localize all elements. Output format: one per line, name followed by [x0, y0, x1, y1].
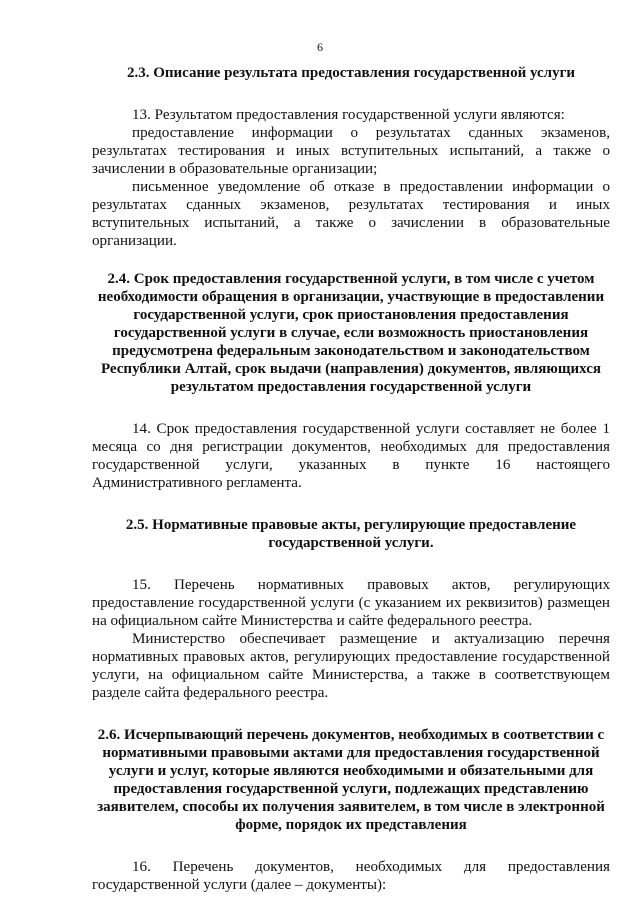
- page-number: 6: [317, 40, 323, 54]
- paragraph-14: 14. Срок предоставления государственной услуги составляет не более 1 месяца со дня регистрации документов, необходимых для предоставления государственной услуги, указанных в пункте 16 настоящего Административного регламента.: [92, 421, 610, 491]
- paragraph-15-continued: Министерство обеспечивает размещение и актуализацию перечня нормативных правовых актов, регулирующих предоставление государственной услуги, на официальном сайте Министерства, а также в соответствующем разделе сайта федерального реестра.: [92, 631, 610, 701]
- section-heading-2-4: 2.4. Срок предоставления государственной услуги, в том числе с учетом необходимости обращения в организации, участвующие в предоставлении государственной услуги, срок приостановления предоставления государственной услуги в случае, если возможность приостановления предусмотрена федеральным законодательством и законодательством Республики Алтай, срок выдачи (направления) документов, являющихся результатом предоставления государственной услуги: [97, 271, 605, 395]
- section-heading-2-6: 2.6. Исчерпывающий перечень документов, необходимых в соответствии с нормативными правовыми актами для предоставления государственной услуги и услуг, которые являются необходимыми и обязательными для предоставления государственной услуги, подлежащих представлению заявителем, способы их получения заявителем, в том числе в электронной форме, порядок их представления: [97, 727, 605, 833]
- paragraph-15: 15. Перечень нормативных правовых актов, регулирующих предоставление государственной услуги (с указанием их реквизитов) размещен на официальном сайте Министерства и сайте федерального реестра.: [92, 577, 610, 629]
- paragraph-13-item-1: предоставление информации о результатах сданных экзаменов, результатах тестирования и иных вступительных испытаний, а также о зачислении в образовательные организации;: [92, 125, 610, 177]
- section-heading-2-3: 2.3. Описание результата предоставления государственной услуги: [126, 65, 576, 81]
- section-heading-2-5: 2.5. Нормативные правовые акты, регулирующие предоставление государственной услуги.: [125, 517, 577, 551]
- paragraph-13-item-2: письменное уведомление об отказе в предоставлении информации о результатах сданных экзаменов, результатах тестирования и иных вступительных испытаний, а также о зачислении в образовательные организации.: [92, 179, 610, 249]
- document-body: [92, 64, 610, 894]
- paragraph-13: 13. Результатом предоставления государственной услуги являются:: [132, 107, 565, 123]
- paragraph-16: 16. Перечень документов, необходимых для предоставления государственной услуги (далее – документы):: [92, 859, 610, 893]
